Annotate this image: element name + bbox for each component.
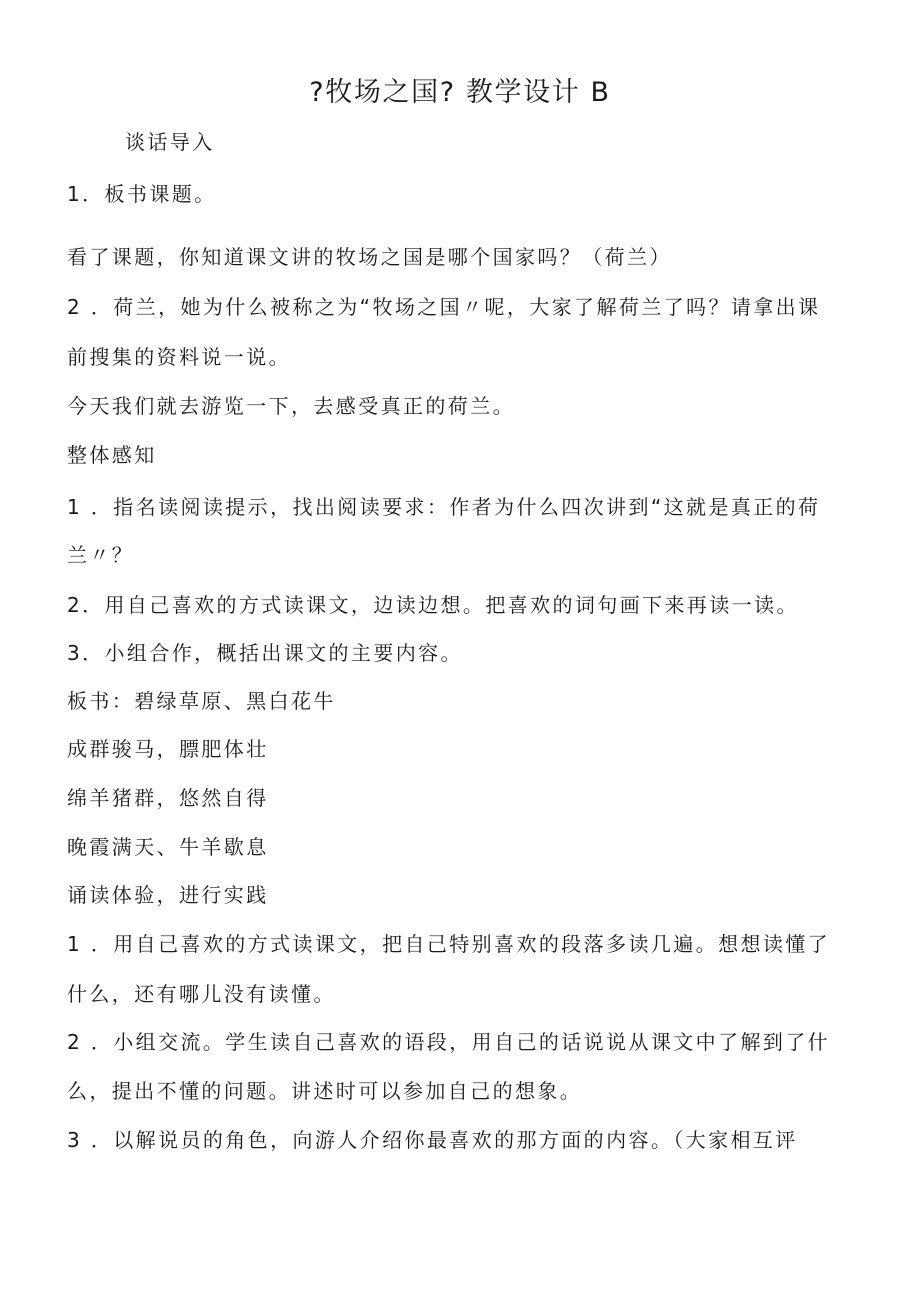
paragraph-line: 兰〃？ bbox=[67, 543, 135, 567]
paragraph-line: 今天我们就去游览一下，去感受真正的荷兰。 bbox=[67, 394, 515, 418]
paragraph-line: 1 ．用自己喜欢的方式读课文，把自己特别喜欢的段落多读几遍。想想读懂了 bbox=[67, 932, 831, 956]
paragraph-line: 看了课题，你知道课文讲的牧场之国是哪个国家吗？（荷兰） bbox=[67, 245, 672, 269]
section-heading-overview: 整体感知 bbox=[67, 443, 157, 467]
paragraph-line: 3 ．以解说员的角色，向游人介绍你最喜欢的那方面的内容。（大家相互评 bbox=[67, 1128, 798, 1152]
paragraph-line: 板书：碧绿草原、黑白花牛 bbox=[67, 689, 336, 713]
paragraph-line: 成群骏马，膘肥体壮 bbox=[67, 737, 269, 761]
paragraph-line: 3．小组合作，概括出课文的主要内容。 bbox=[67, 641, 463, 665]
paragraph-line: 2 ．小组交流。学生读自己喜欢的语段，用自己的话说说从课文中了解到了什 bbox=[67, 1030, 831, 1054]
paragraph-line: 2 ．荷兰，她为什么被称之为“牧场之国〃呢，大家了解荷兰了吗？请拿出课 bbox=[67, 295, 821, 319]
paragraph-line: 1 ．指名读阅读提示，找出阅读要求：作者为什么四次讲到“这就是真正的荷 bbox=[67, 495, 821, 519]
paragraph-line: 2．用自己喜欢的方式读课文，边读边想。把喜欢的词句画下来再读一读。 bbox=[67, 593, 799, 617]
paragraph-line: 什么，还有哪儿没有读懂。 bbox=[67, 982, 336, 1006]
paragraph-line: 绵羊猪群，悠然自得 bbox=[67, 786, 269, 810]
paragraph-line: 前搜集的资料说一说。 bbox=[67, 345, 291, 369]
paragraph-line: 1．板书课题。 bbox=[67, 182, 217, 206]
section-heading-intro: 谈话导入 bbox=[125, 130, 215, 154]
paragraph-line: 么，提出不懂的问题。讲述时可以参加自己的想象。 bbox=[67, 1079, 583, 1103]
section-heading-practice: 诵读体验，进行实践 bbox=[67, 883, 269, 907]
paragraph-line: 晚霞满天、牛羊歇息 bbox=[67, 835, 269, 859]
document-title: ?牧场之国? 教学设计 B bbox=[309, 77, 611, 108]
